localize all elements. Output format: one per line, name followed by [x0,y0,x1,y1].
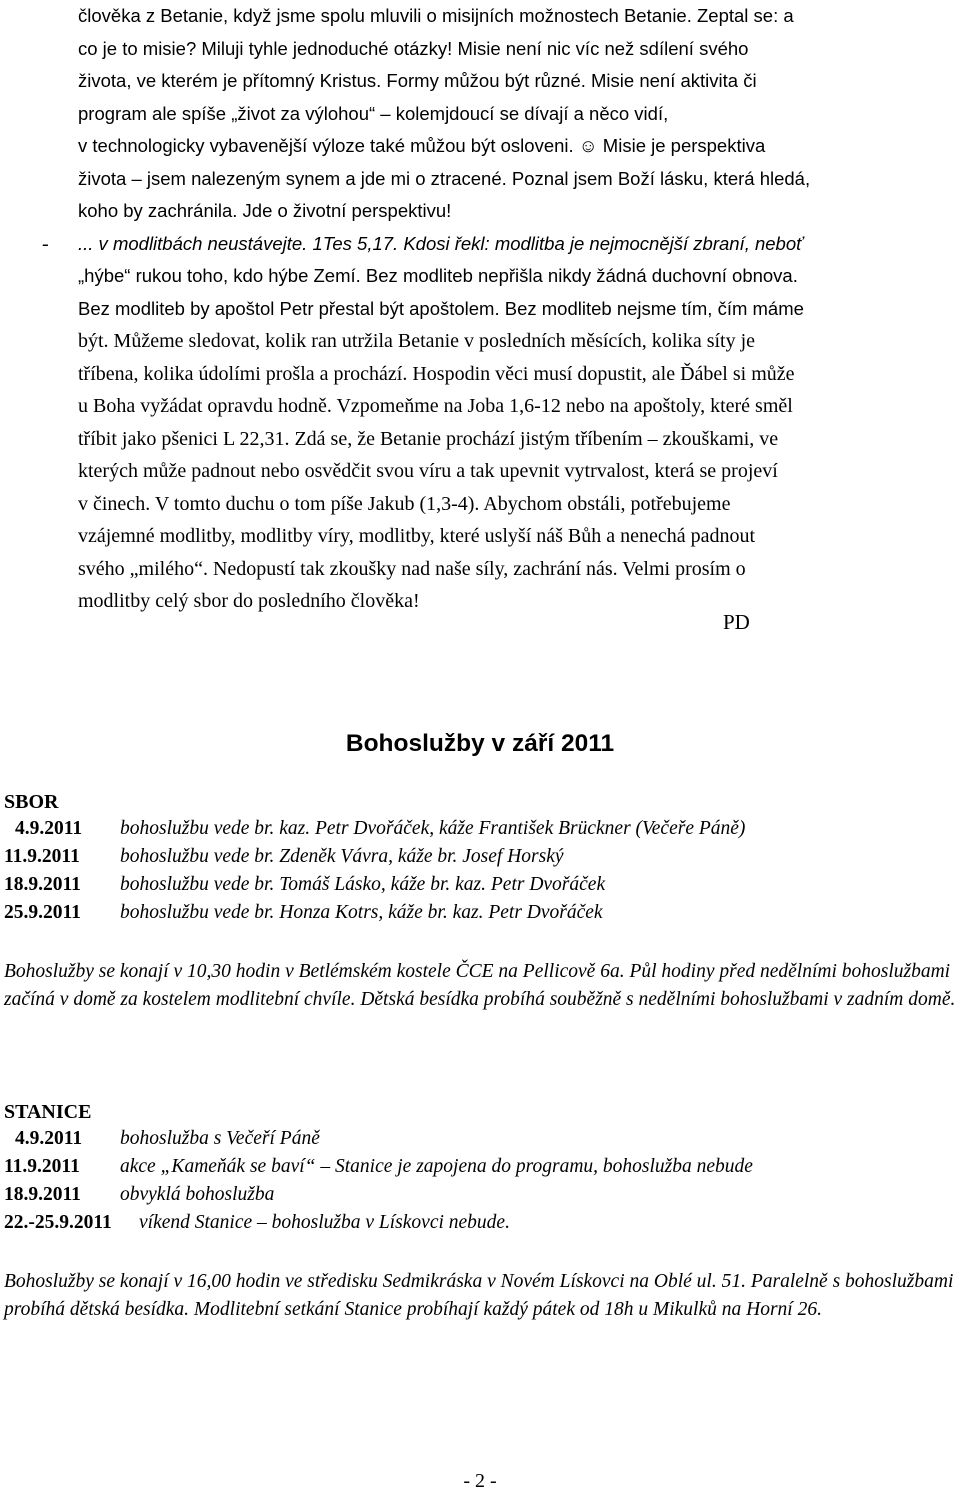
schedule-row [4,874,605,896]
intro-line: svého „milého“. Nedopustí tak zkoušky nad naše síly, zachrání nás. Velmi prosím o [78,557,746,580]
stanice-note: Bohoslužby se konají v 16,00 hodin ve středisku Sedmikráska v Novém Lískovci na Oblé ul. 51. Paralelně s bohoslužbami probíhá dětská besídka. Modlitební setkání Stanice probíhají každý pátek od 18h u Mikulků na Horní 26. [4,1271,954,1320]
row-text: bohoslužbu vede br. kaz. Petr Dvořáček, káže František Brückner (Večeře Páně) [120,818,746,839]
list-dash: - [42,232,49,255]
page-number: - 2 - [463,1470,497,1492]
row-text: bohoslužbu vede br. Tomáš Lásko, káže br. kaz. Petr Dvořáček [120,874,606,895]
schedule-row [4,902,603,924]
schedule-row [4,1212,510,1234]
intro-line: člověka z Betanie, když jsme spolu mluvili o misijních možnostech Betanie. Zeptal se: a [78,5,794,26]
intro-line: co je to misie? Miluji tyhle jednoduché otázky! Misie není nic víc než sdílení svého [78,37,749,59]
intro-line: tříbit jako pšenici L 22,31. Zdá se, že Betanie prochází jistým tříbením – zkouškami, ve [78,427,779,450]
row-date: 11.9.2011 [4,1156,80,1177]
intro-line: „hýbe“ rukou toho, kdo hýbe Zemí. Bez modliteb nepřišla nikdy žádná duchovní obnova. [78,265,798,286]
row-text: víkend Stanice – bohoslužba v Lískovci nebude. [139,1212,510,1233]
services-heading: Bohoslužby v září 2011 [345,730,615,757]
row-date: 18.9.2011 [4,1184,81,1205]
intro-line: koho by zachránila. Jde o životní perspektivu! [78,200,452,221]
row-text: akce „Kameňák se baví“ – Stanice je zapojena do programu, bohoslužba nebude [120,1156,753,1177]
schedule-row [4,1156,753,1178]
schedule-row [4,818,745,840]
row-text: bohoslužbu vede br. Zdeněk Vávra, káže br. Josef Horský [120,846,564,867]
section-title-sbor: SBOR [4,791,59,813]
intro-line: kterých může padnout nebo osvědčit svou víru a tak upevnit vytrvalost, která se projeví [78,460,778,482]
row-text: obvyklá bohoslužba [120,1184,275,1205]
row-text: bohoslužba s Večeří Páně [120,1128,320,1149]
intro-line: vzájemné modlitby, modlitby víry, modlitby, které uslyší náš Bůh a nenechá padnout [78,525,756,547]
intro-line: v činech. V tomto duchu o tom píše Jakub (1,3-4). Abychom obstáli, potřebujeme [78,492,731,515]
row-date: 18.9.2011 [4,874,81,895]
sbor-note: Bohoslužby se konají v 10,30 hodin v Betlémském kostele ČCE na Pellicově 6a. Půl hodiny před nedělními bohoslužbami začíná v domě za kostelem modlitební chvíle. Dětská besídka probíhá souběžně s nedělními bohoslužbami v zadním domě. [4,961,956,1010]
intro-line: tříbena, kolika údolími prošla a prochází. Hospodin věci musí dopustit, ale Ďábel si může [78,362,795,385]
row-date: 11.9.2011 [4,846,80,867]
intro-line: ... v modlitbách neustávejte. 1Tes 5,17. Kdosi řekl: modlitba je nejmocnější zbraní, neboť [78,232,803,254]
intro-line: v technologicky vybavenější výloze také můžou být osloveni. ☺ Misie je perspektiva [78,135,766,156]
section-title-stanice: STANICE [4,1101,92,1123]
intro-line: modlitby celý sbor do posledního člověka! [78,590,420,612]
intro-text [42,0,940,618]
intro-line: program ale spíše „život za výlohou“ – kolemjdoucí se dívají a něco vidí, [78,102,669,124]
schedule-row [4,1128,320,1150]
intro-line: být. Můžeme sledovat, kolik ran utržila Betanie v posledních měsících, kolika síty je [78,330,756,352]
schedule-row [4,846,564,868]
intro-line: života, ve kterém je přítomný Kristus. Formy můžou být různé. Misie není aktivita či [78,70,757,91]
row-date: 25.9.2011 [4,902,81,923]
intro-line: Bez modliteb by apoštol Petr přestal být apoštolem. Bez modliteb nejsme tím, čím máme [78,297,804,319]
row-date: 4.9.2011 [15,1128,83,1149]
row-date: 22.-25.9.2011 [4,1212,112,1233]
signature: PD [723,610,750,634]
row-date: 4.9.2011 [15,818,83,839]
row-text: bohoslužbu vede br. Honza Kotrs, káže br. kaz. Petr Dvořáček [120,902,603,923]
schedule-row [4,1184,274,1206]
intro-line: života – jsem nalezeným synem a jde mi o ztracené. Poznal jsem Boží lásku, která hledá, [78,167,811,189]
intro-line: u Boha vyžádat opravdu hodně. Vzpomeňme na Joba 1,6-12 nebo na apoštoly, které směl [78,395,793,417]
